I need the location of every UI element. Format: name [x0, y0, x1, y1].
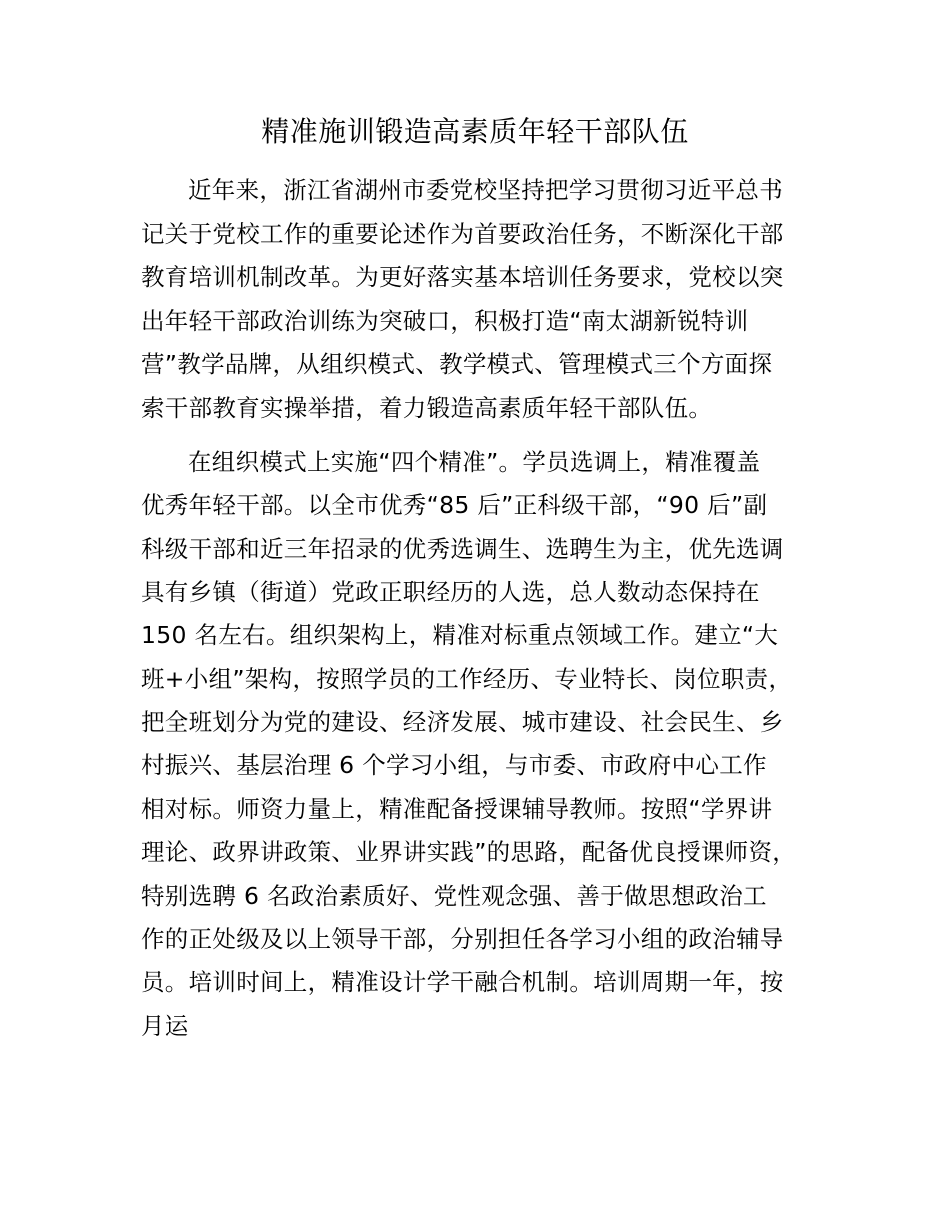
paragraph-line: 出年轻干部政治训练为突破口，积极打造“南太湖新锐特训 [141, 307, 749, 335]
paragraph-line: 具有乡镇（街道）党政正职经历的人选，总人数动态保持在 [141, 578, 760, 606]
paragraph-line: 教育培训机制改革。为更好落实基本培训任务要求，党校以突 [141, 263, 784, 291]
paragraph-line: 月运 [141, 1012, 189, 1040]
paragraph-line: 记关于党校工作的重要论述作为首要政治任务，不断深化干部 [141, 220, 784, 248]
paragraph-line: 特别选聘 6 名政治素质好、党性观念强、善于做思想政治工 [141, 882, 767, 910]
paragraph-line: 作的正处级及以上领导干部，分别担任各学习小组的政治辅导 [141, 925, 784, 953]
paragraph-line: 把全班划分为党的建设、经济发展、城市建设、社会民生、乡 [141, 708, 784, 736]
paragraph-line: 理论、政界讲政策、业界讲实践”的思路，配备优良授课师资， [141, 838, 797, 866]
paragraph-line: 科级干部和近三年招录的优秀选调生、选聘生为主，优先选调 [141, 535, 784, 563]
paragraph-line: 在组织模式上实施“四个精准”。学员选调上，精准覆盖 [188, 448, 761, 476]
paragraph-line: 索干部教育实操举措，着力锻造高素质年轻干部队伍。 [141, 394, 713, 422]
paragraph-line: 近年来，浙江省湖州市委党校坚持把学习贯彻习近平总书 [188, 176, 783, 204]
paragraph-line: 村振兴、基层治理 6 个学习小组，与市委、市政府中心工作 [141, 751, 767, 779]
paragraph-line: 员。培训时间上，精准设计学干融合机制。培训周期一年，按 [141, 968, 784, 996]
paragraph-line: 优秀年轻干部。以全市优秀“85 后”正科级干部，“90 后”副 [141, 491, 768, 519]
document-title: 精准施训锻造高素质年轻干部队伍 [261, 115, 689, 148]
paragraph-line: 营”教学品牌，从组织模式、教学模式、管理模式三个方面探 [141, 350, 773, 378]
paragraph-line: 相对标。师资力量上，精准配备授课辅导教师。按照“学界讲 [141, 795, 773, 823]
paragraph-line: 班+小组”架构，按照学员的工作经历、专业特长、岗位职责， [141, 665, 793, 693]
paragraph-line: 150 名左右。组织架构上，精准对标重点领域工作。建立“大 [141, 621, 779, 649]
